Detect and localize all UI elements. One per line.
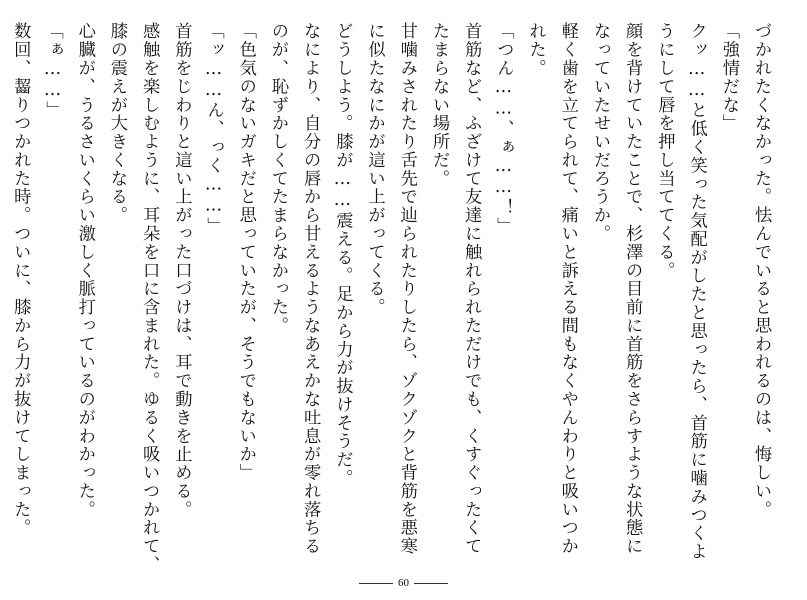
text-line: 顔を背けていたことで、杉澤の目前に首筋をさらすような状態に bbox=[622, 22, 643, 556]
vertical-text-body bbox=[4, 22, 777, 574]
page-number: 60 bbox=[398, 577, 409, 589]
text-line: 感触を楽しむように、耳朵を口に含まれた。ゆるく吸いつかれて、 bbox=[139, 22, 160, 574]
page-number-footer bbox=[0, 576, 807, 590]
text-line: なにより、自分の唇から甘えるようなあえかな吐息が零れ落ちる bbox=[300, 22, 321, 556]
text-line: のが、恥ずかしくてたまらなかった。 bbox=[267, 22, 288, 335]
text-line: 「つん……、ぁ……！」 bbox=[493, 22, 514, 236]
text-line: れた。 bbox=[525, 22, 546, 78]
text-line: 軽く歯を立てられて、痛いと訴える間もなくやんわりと吸いつか bbox=[557, 22, 578, 556]
text-line: 甘噛みされたり舌先で辿られたりしたら、ゾクゾクと背筋を悪寒 bbox=[396, 22, 417, 556]
text-line: に似たなにかが這い上がってくる。 bbox=[364, 22, 385, 317]
text-line: クッ……と低く笑った気配がしたと思ったら、首筋に噛みつくよ bbox=[686, 22, 707, 561]
text-line: 首筋など、ふざけて友達に触れられただけでも、くすぐったくて bbox=[461, 22, 482, 556]
text-line: うにして唇を押し当ててくる。 bbox=[654, 22, 675, 280]
text-line: 「強情だな」 bbox=[718, 22, 739, 133]
text-line: 首筋をじわりと這い上がった口づけは、耳で動きを止める。 bbox=[171, 22, 192, 519]
text-line: 「ッ……ん、っく……」 bbox=[203, 22, 224, 236]
text-line: 数回、齧りつかれた時。ついに、膝から力が抜けてしまった。 bbox=[10, 22, 31, 537]
text-line: 膝の震えが大きくなる。 bbox=[106, 22, 127, 225]
text-line: なっていたせいだろうか。 bbox=[589, 22, 610, 243]
text-line: どうしよう。膝が……震える。足から力が抜けそうだ。 bbox=[332, 22, 353, 488]
text-line: 「色気のないガキだと思っていたが、そうでもないか」 bbox=[235, 22, 256, 482]
folio-rule-left bbox=[359, 583, 393, 584]
text-line: たまらない場所だ。 bbox=[428, 22, 449, 188]
text-line: 「ぁ……」 bbox=[42, 22, 63, 120]
folio-rule-right bbox=[414, 583, 448, 584]
text-line: づかれたくなかった。怯んでいると思われるのは、悔しい。 bbox=[751, 22, 771, 519]
text-line: 心臓が、うるさいくらい激しく脈打っているのがわかった。 bbox=[74, 22, 95, 519]
